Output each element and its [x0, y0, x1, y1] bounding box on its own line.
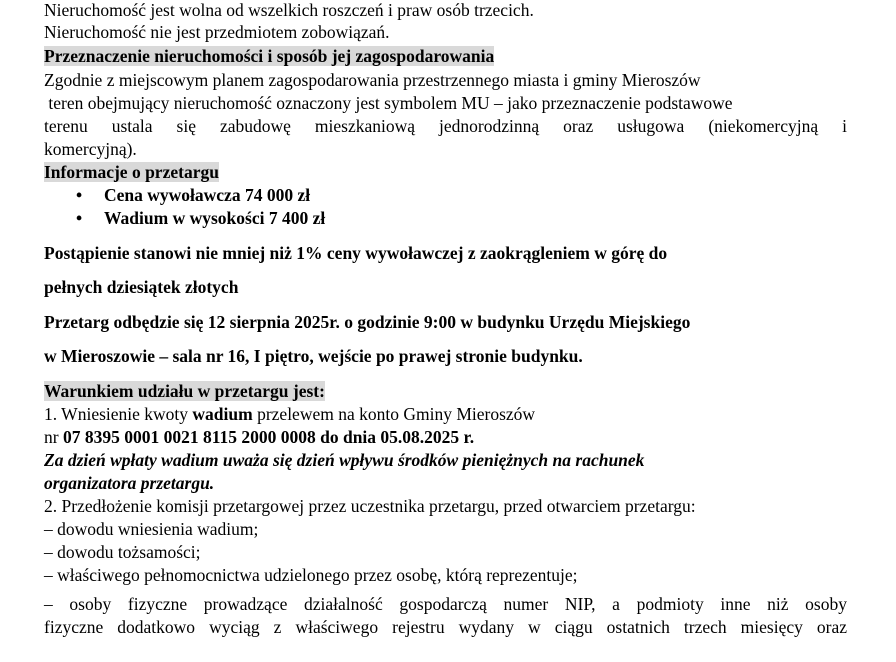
text-line: – dowodu wniesienia wadium;	[44, 519, 259, 539]
text-line: Zgodnie z miejscowym planem zagospodarowania przestrzennego miasta i gminy Mieroszów	[44, 70, 701, 90]
bullet-icon: •	[76, 185, 83, 205]
text-line-italic: organizatora przetargu.	[44, 473, 215, 493]
heading-text: Warunkiem udziału w przetargu jest:	[44, 381, 325, 401]
text-line: 2. Przedłożenie komisji przetargowej przez uczestnika przetargu, przed otwarciem przetargu:	[44, 496, 696, 516]
text-line: Nieruchomość nie jest przedmiotem zobowiązań.	[44, 22, 390, 42]
text-line: teren obejmujący nieruchomość oznaczony jest symbolem MU – jako przeznaczenie podstawowe	[44, 93, 733, 113]
bullet-icon: •	[76, 208, 83, 228]
text-line: Postąpienie stanowi nie mniej niż 1% ceny wywoławczej z zaokrągleniem w górę do	[44, 243, 668, 263]
text-line-italic: Za dzień wpłaty wadium uważa się dzień wpływu środków pieniężnych na rachunek	[44, 450, 645, 470]
text-line-justified: fizyczne dodatkowo wyciąg z właściwego rejestru wydany w ciągu ostatnich trzech miesięcy oraz	[44, 617, 847, 637]
text-line: Przetarg odbędzie się 12 sierpnia 2025r. o godzinie 9:00 w budynku Urzędu Miejskiego	[44, 312, 691, 332]
heading-text: Informacje o przetargu	[44, 162, 219, 182]
text-line: pełnych dziesiątek złotych	[44, 277, 239, 297]
text-line	[44, 426, 474, 448]
text-run-bold: wadium	[192, 404, 253, 424]
text-run: 1. Wniesienie kwoty	[44, 404, 193, 424]
section-heading	[44, 45, 494, 67]
section-heading	[44, 380, 325, 402]
text-run-bold: 07 8395 0001 0021 8115 2000 0008 do dnia 05.08.2025 r.	[62, 427, 475, 447]
bullet-item: Cena wywoławcza 74 000 zł	[104, 185, 311, 205]
text-line: – dowodu tożsamości;	[44, 542, 201, 562]
text-run: nr	[44, 427, 63, 447]
text-line: komercyjną).	[44, 139, 137, 159]
text-line: w Mieroszowie – sala nr 16, I piętro, wejście po prawej stronie budynku.	[44, 346, 583, 366]
heading-text: Przeznaczenie nieruchomości i sposób jej zagospodarowania	[44, 46, 495, 66]
text-line: – właściwego pełnomocnictwa udzielonego przez osobę, którą reprezentuje;	[44, 565, 578, 585]
text-run: przelewem na konto Gminy Mieroszów	[252, 404, 536, 424]
bullet-item: Wadium w wysokości 7 400 zł	[104, 208, 326, 228]
text-line: Nieruchomość jest wolna od wszelkich roszczeń i praw osób trzecich.	[44, 0, 534, 20]
text-line	[44, 403, 535, 425]
text-line-justified: – osoby fizyczne prowadzące działalność gospodarczą numer NIP, a podmioty inne niż osoby	[44, 594, 847, 614]
section-heading	[44, 161, 219, 183]
text-line-justified: terenu ustala się zabudowę mieszkaniową jednorodzinną oraz usługowa (niekomercyjną i	[44, 116, 847, 136]
